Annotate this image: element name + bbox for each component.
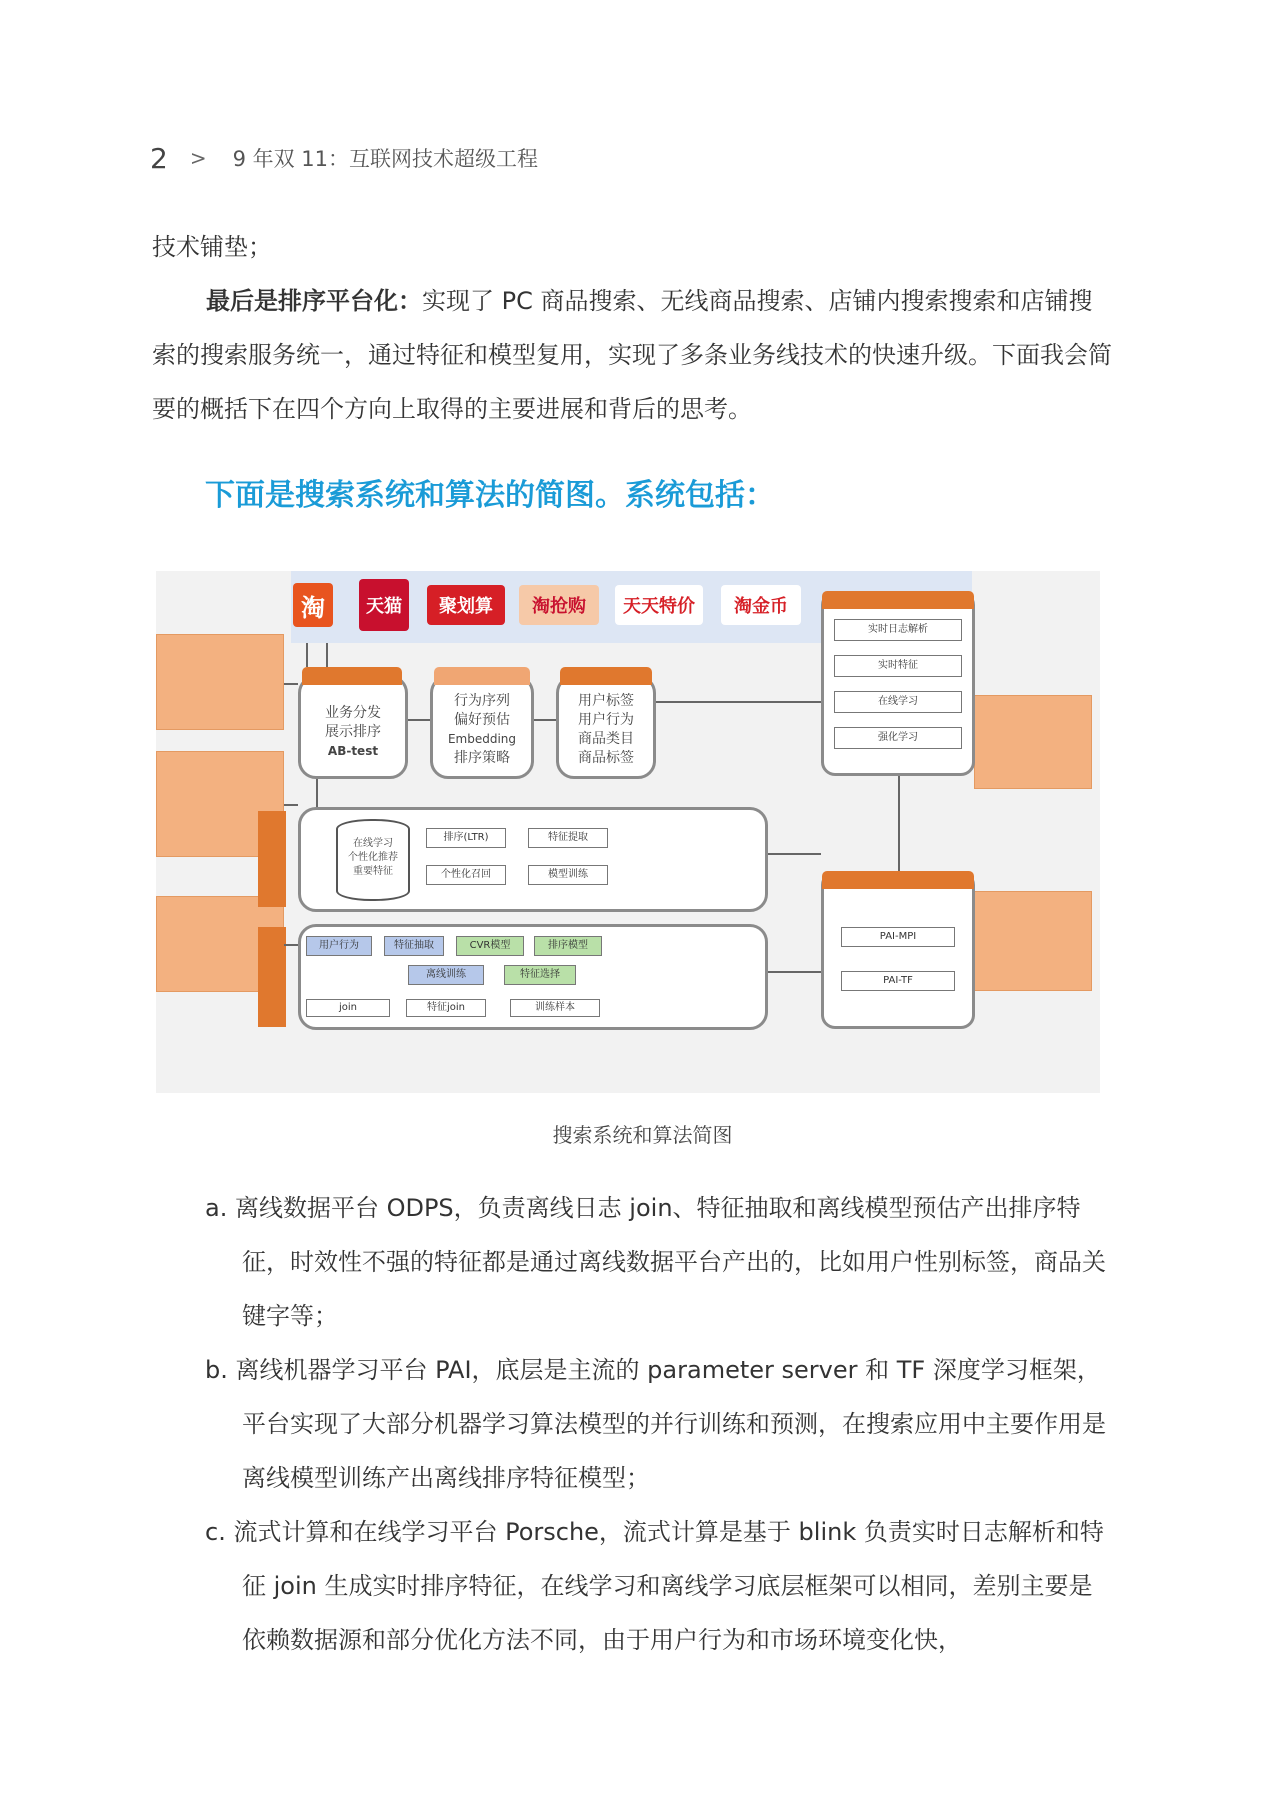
personal-recall-box: 个性化召回	[426, 865, 506, 885]
feature-extract-box: 特征提取	[528, 828, 608, 848]
realtime-log-box: 实时日志解析	[834, 619, 962, 641]
behavior-box-text: 行为序列 偏好预估 Embedding 排序策略	[447, 693, 517, 766]
connector	[898, 776, 900, 871]
model-train-box: 模型训练	[528, 865, 608, 885]
dispatch-box	[298, 675, 408, 779]
feature-select-box: 特征选择	[504, 965, 576, 985]
left-note-1	[156, 634, 284, 730]
right-note-1	[974, 695, 1092, 789]
offline-box-label	[258, 927, 286, 1027]
dispatch-box-header	[302, 667, 402, 685]
taojinbi-logo: 淘金币	[721, 585, 801, 625]
list-item: c. 流式计算和在线学习平台 Porsche，流式计算是基于 blink 负责实时日志解析和特征 join 生成实时排序特征，在线学习和离线学习底层框架可以相同，差别主要是依赖数据源和部分优化方法不同，由于用户行为和市场环境变化快，	[205, 1518, 1104, 1654]
user-profile-box-header	[560, 667, 652, 685]
intro-line: 技术铺垫；	[152, 233, 272, 261]
intro-paragraph	[152, 274, 1112, 436]
connector	[316, 779, 318, 807]
section-title: 下面是搜索系统和算法的简图。系统包括：	[205, 478, 775, 513]
feature-extraction-box: 特征抽取	[384, 936, 444, 956]
tiantiantejia-logo: 天天特价	[615, 585, 703, 625]
connector	[306, 643, 308, 667]
chevron-right-icon: >	[189, 146, 207, 170]
system-diagram-figure	[156, 571, 1100, 1093]
right-note-2	[974, 891, 1092, 991]
connector	[656, 701, 821, 703]
pai-tf-box: PAI-TF	[841, 971, 955, 991]
taoqianggou-logo: 淘抢购	[519, 585, 599, 625]
connector	[284, 944, 298, 946]
cvr-model-box: CVR模型	[456, 936, 524, 956]
dispatch-box-text: 业务分发 展示排序 AB-test	[325, 705, 381, 758]
ltr-box: 排序(LTR)	[426, 828, 506, 848]
feature-join-box: 特征join	[406, 999, 486, 1017]
realtime-platform-header	[822, 591, 974, 609]
pai-platform-box	[821, 871, 975, 1029]
train-sample-box: 训练样本	[510, 999, 600, 1017]
connector	[534, 719, 556, 721]
page-number: 2	[150, 141, 168, 175]
online-learning-box: 在线学习	[834, 691, 962, 713]
connector	[408, 719, 430, 721]
engine-box-label	[258, 811, 286, 907]
platform-list	[205, 1181, 1115, 1667]
behavior-box-header	[434, 667, 530, 685]
connector	[284, 804, 298, 806]
connector	[768, 971, 821, 973]
intro-paragraph-text: 实现了 PC 商品搜索、无线商品搜索、店铺内搜索搜索和店铺搜索的搜索服务统一，通过特征和模型复用，实现了多条业务线技术的快速升级。下面我会简要的概括下在四个方向上取得的主要进展和背后的思考。	[152, 287, 1112, 423]
running-header	[150, 138, 538, 178]
database-cylinder	[336, 819, 410, 901]
list-item: b. 离线机器学习平台 PAI，底层是主流的 parameter server 和 TF 深度学习框架，平台实现了大部分机器学习算法模型的并行训练和预测，在搜索应用中主要作用是离线模型训练产出离线排序特征模型；	[205, 1356, 1106, 1492]
connector	[284, 683, 298, 685]
rank-model-box: 排序模型	[534, 936, 602, 956]
pai-mpi-box: PAI-MPI	[841, 927, 955, 947]
join-box: join	[306, 999, 390, 1017]
tmall-logo: 天猫	[359, 579, 409, 631]
reinforcement-learning-box: 强化学习	[834, 727, 962, 749]
database-text: 在线学习 个性化推荐 重要特征	[348, 838, 398, 877]
connector	[768, 853, 821, 855]
connector	[326, 643, 328, 667]
list-item: a. 离线数据平台 ODPS，负责离线日志 join、特征抽取和离线模型预估产出排序特征，时效性不强的特征都是通过离线数据平台产出的，比如用户性别标签，商品关键字等；	[205, 1194, 1106, 1330]
behavior-box	[430, 675, 534, 779]
realtime-feature-box: 实时特征	[834, 655, 962, 677]
taobao-logo: 淘	[293, 583, 333, 627]
running-header-title: 9 年双 11：互联网技术超级工程	[232, 147, 539, 171]
user-profile-box	[556, 675, 656, 779]
user-behavior-box: 用户行为	[306, 936, 372, 956]
user-profile-box-text: 用户标签 用户行为 商品类目 商品标签	[578, 693, 634, 766]
juhuasuan-logo: 聚划算	[427, 585, 505, 625]
pai-platform-header	[822, 871, 974, 889]
intro-bold-label: 最后是排序平台化：	[206, 287, 422, 315]
offline-train-box: 离线训练	[408, 965, 484, 985]
figure-caption: 搜索系统和算法简图	[552, 1123, 733, 1147]
